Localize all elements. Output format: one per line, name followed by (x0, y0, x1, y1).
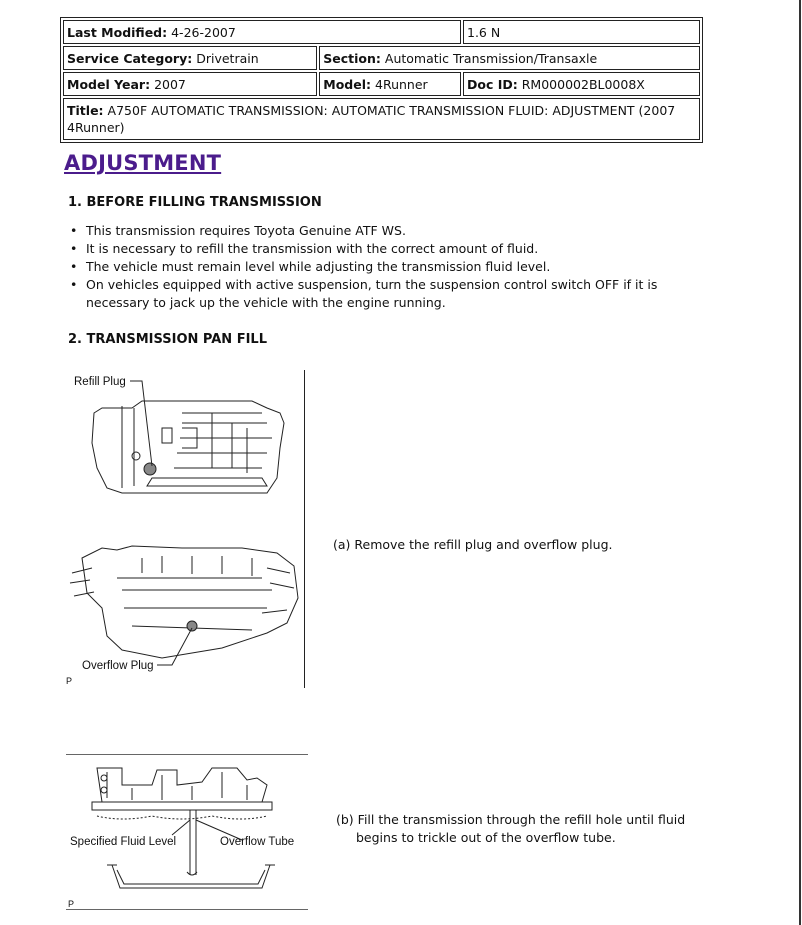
model-value: 4Runner (375, 76, 428, 92)
step-a-text: (a) Remove the refill plug and overflow plug. (333, 537, 613, 552)
service-category-cell (63, 46, 317, 70)
last-modified-value: 4-26-2007 (171, 24, 236, 40)
version-cell (463, 20, 700, 44)
figure2-top-rule (66, 754, 308, 755)
section2-heading: 2. TRANSMISSION PAN FILL (68, 332, 267, 347)
page-heading: ADJUSTMENT (64, 151, 222, 175)
section-value: Automatic Transmission/Transaxle (384, 50, 598, 66)
document-info-table (60, 17, 703, 143)
model-year-label: Model Year: (67, 76, 151, 92)
info-row-2 (63, 46, 700, 70)
service-category-label: Service Category: (67, 50, 193, 66)
info-row-1 (63, 20, 700, 44)
info-row-3 (63, 72, 700, 96)
title-value: A750F AUTOMATIC TRANSMISSION: AUTOMATIC TRANSMISSION FLUID: ADJUSTMENT (2007 4Runner) (67, 103, 676, 135)
list-item: • On vehicles equipped with active suspension, turn the suspension control switch OFF if it is necessary to jack up the vehicle with the engine running. (68, 276, 708, 312)
model-year-value: 2007 (154, 76, 186, 92)
info-row-4 (63, 98, 700, 140)
model-cell (319, 72, 461, 96)
title-label: Title: (67, 103, 104, 118)
title-cell (63, 98, 700, 140)
fluid-level-illustration (62, 760, 312, 910)
list-item: • It is necessary to refill the transmission with the correct amount of fluid. (68, 240, 708, 258)
overflow-plug-label: Overflow Plug (82, 660, 154, 672)
doc-id-value: RM000002BL0008X (521, 76, 645, 92)
figure1-p-label: P (66, 676, 73, 686)
section1-heading: 1. BEFORE FILLING TRANSMISSION (68, 195, 322, 210)
figure-divider (304, 370, 305, 688)
section-cell (319, 46, 700, 70)
page-edge-line (799, 0, 801, 925)
last-modified-cell (63, 20, 461, 44)
service-category-value: Drivetrain (196, 50, 259, 66)
model-label: Model: (323, 76, 372, 92)
last-modified-label: Last Modified: (67, 24, 168, 40)
refill-plug-label: Refill Plug (74, 376, 126, 388)
section1-bullet-list (68, 222, 708, 312)
fluid-level-label: Specified Fluid Level (70, 836, 177, 848)
step-b-text: (b) Fill the transmission through the refill hole until fluid begins to trickle out of the overflow tube. (336, 812, 686, 845)
doc-id-cell (463, 72, 700, 96)
figure2-p-label: P (68, 899, 75, 909)
model-year-cell (63, 72, 317, 96)
overflow-tube-label: Overflow Tube (220, 836, 295, 848)
section-label: Section: (323, 50, 381, 66)
list-item: • The vehicle must remain level while adjusting the transmission fluid level. (68, 258, 708, 276)
transmission-plugs-illustration (62, 368, 312, 690)
figure2-bottom-rule (66, 909, 308, 910)
list-item: • This transmission requires Toyota Genuine ATF WS. (68, 222, 708, 240)
doc-id-label: Doc ID: (467, 76, 518, 92)
version-value: 1.6 N (467, 24, 501, 40)
